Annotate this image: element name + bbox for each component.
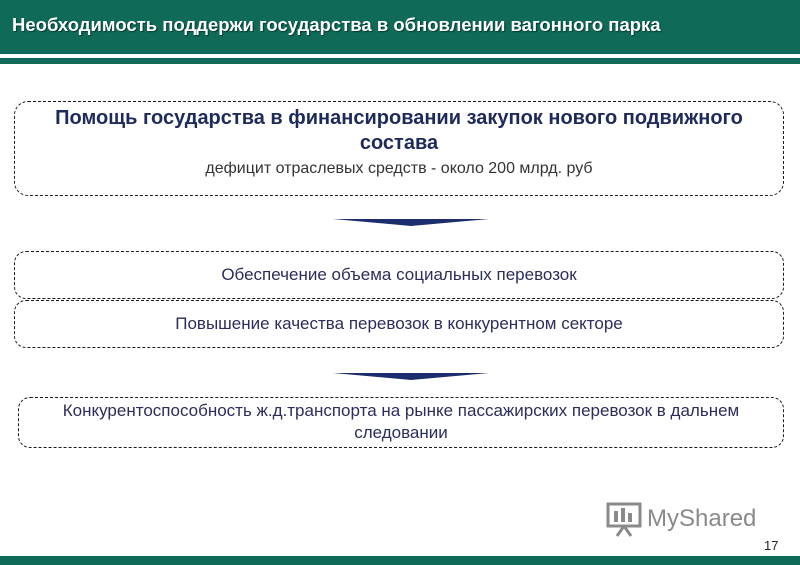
financing-box (14, 101, 784, 196)
watermark-logo (605, 499, 775, 539)
competitiveness-text: Конкурентоспособность ж.д.транспорта на рынке пассажирских перевозок в дальнем следовании (62, 401, 740, 442)
slide-footer (0, 556, 800, 565)
quality-text: Повышение качества перевозок в конкурентном секторе (175, 314, 623, 333)
watermark-text: MyShared (647, 505, 757, 532)
slide-header (0, 0, 800, 54)
quality-box (14, 300, 784, 348)
presentation-board-icon (605, 499, 645, 539)
social-transport-text: Обеспечение объема социальных перевозок (221, 265, 577, 284)
slide-title: Необходимость поддержи государства в обновлении вагонного парка (12, 14, 661, 35)
page-number: 17 (764, 538, 779, 553)
down-arrow-icon (333, 219, 489, 226)
header-divider (0, 58, 800, 64)
social-transport-box (14, 251, 784, 299)
competitiveness-box (18, 397, 784, 448)
financing-title: Помощь государства в финансировании закупок нового подвижного состава (55, 107, 743, 154)
financing-subtitle: дефицит отраслевых средств - около 200 млрд. руб (205, 160, 593, 177)
down-arrow-icon (333, 373, 489, 380)
